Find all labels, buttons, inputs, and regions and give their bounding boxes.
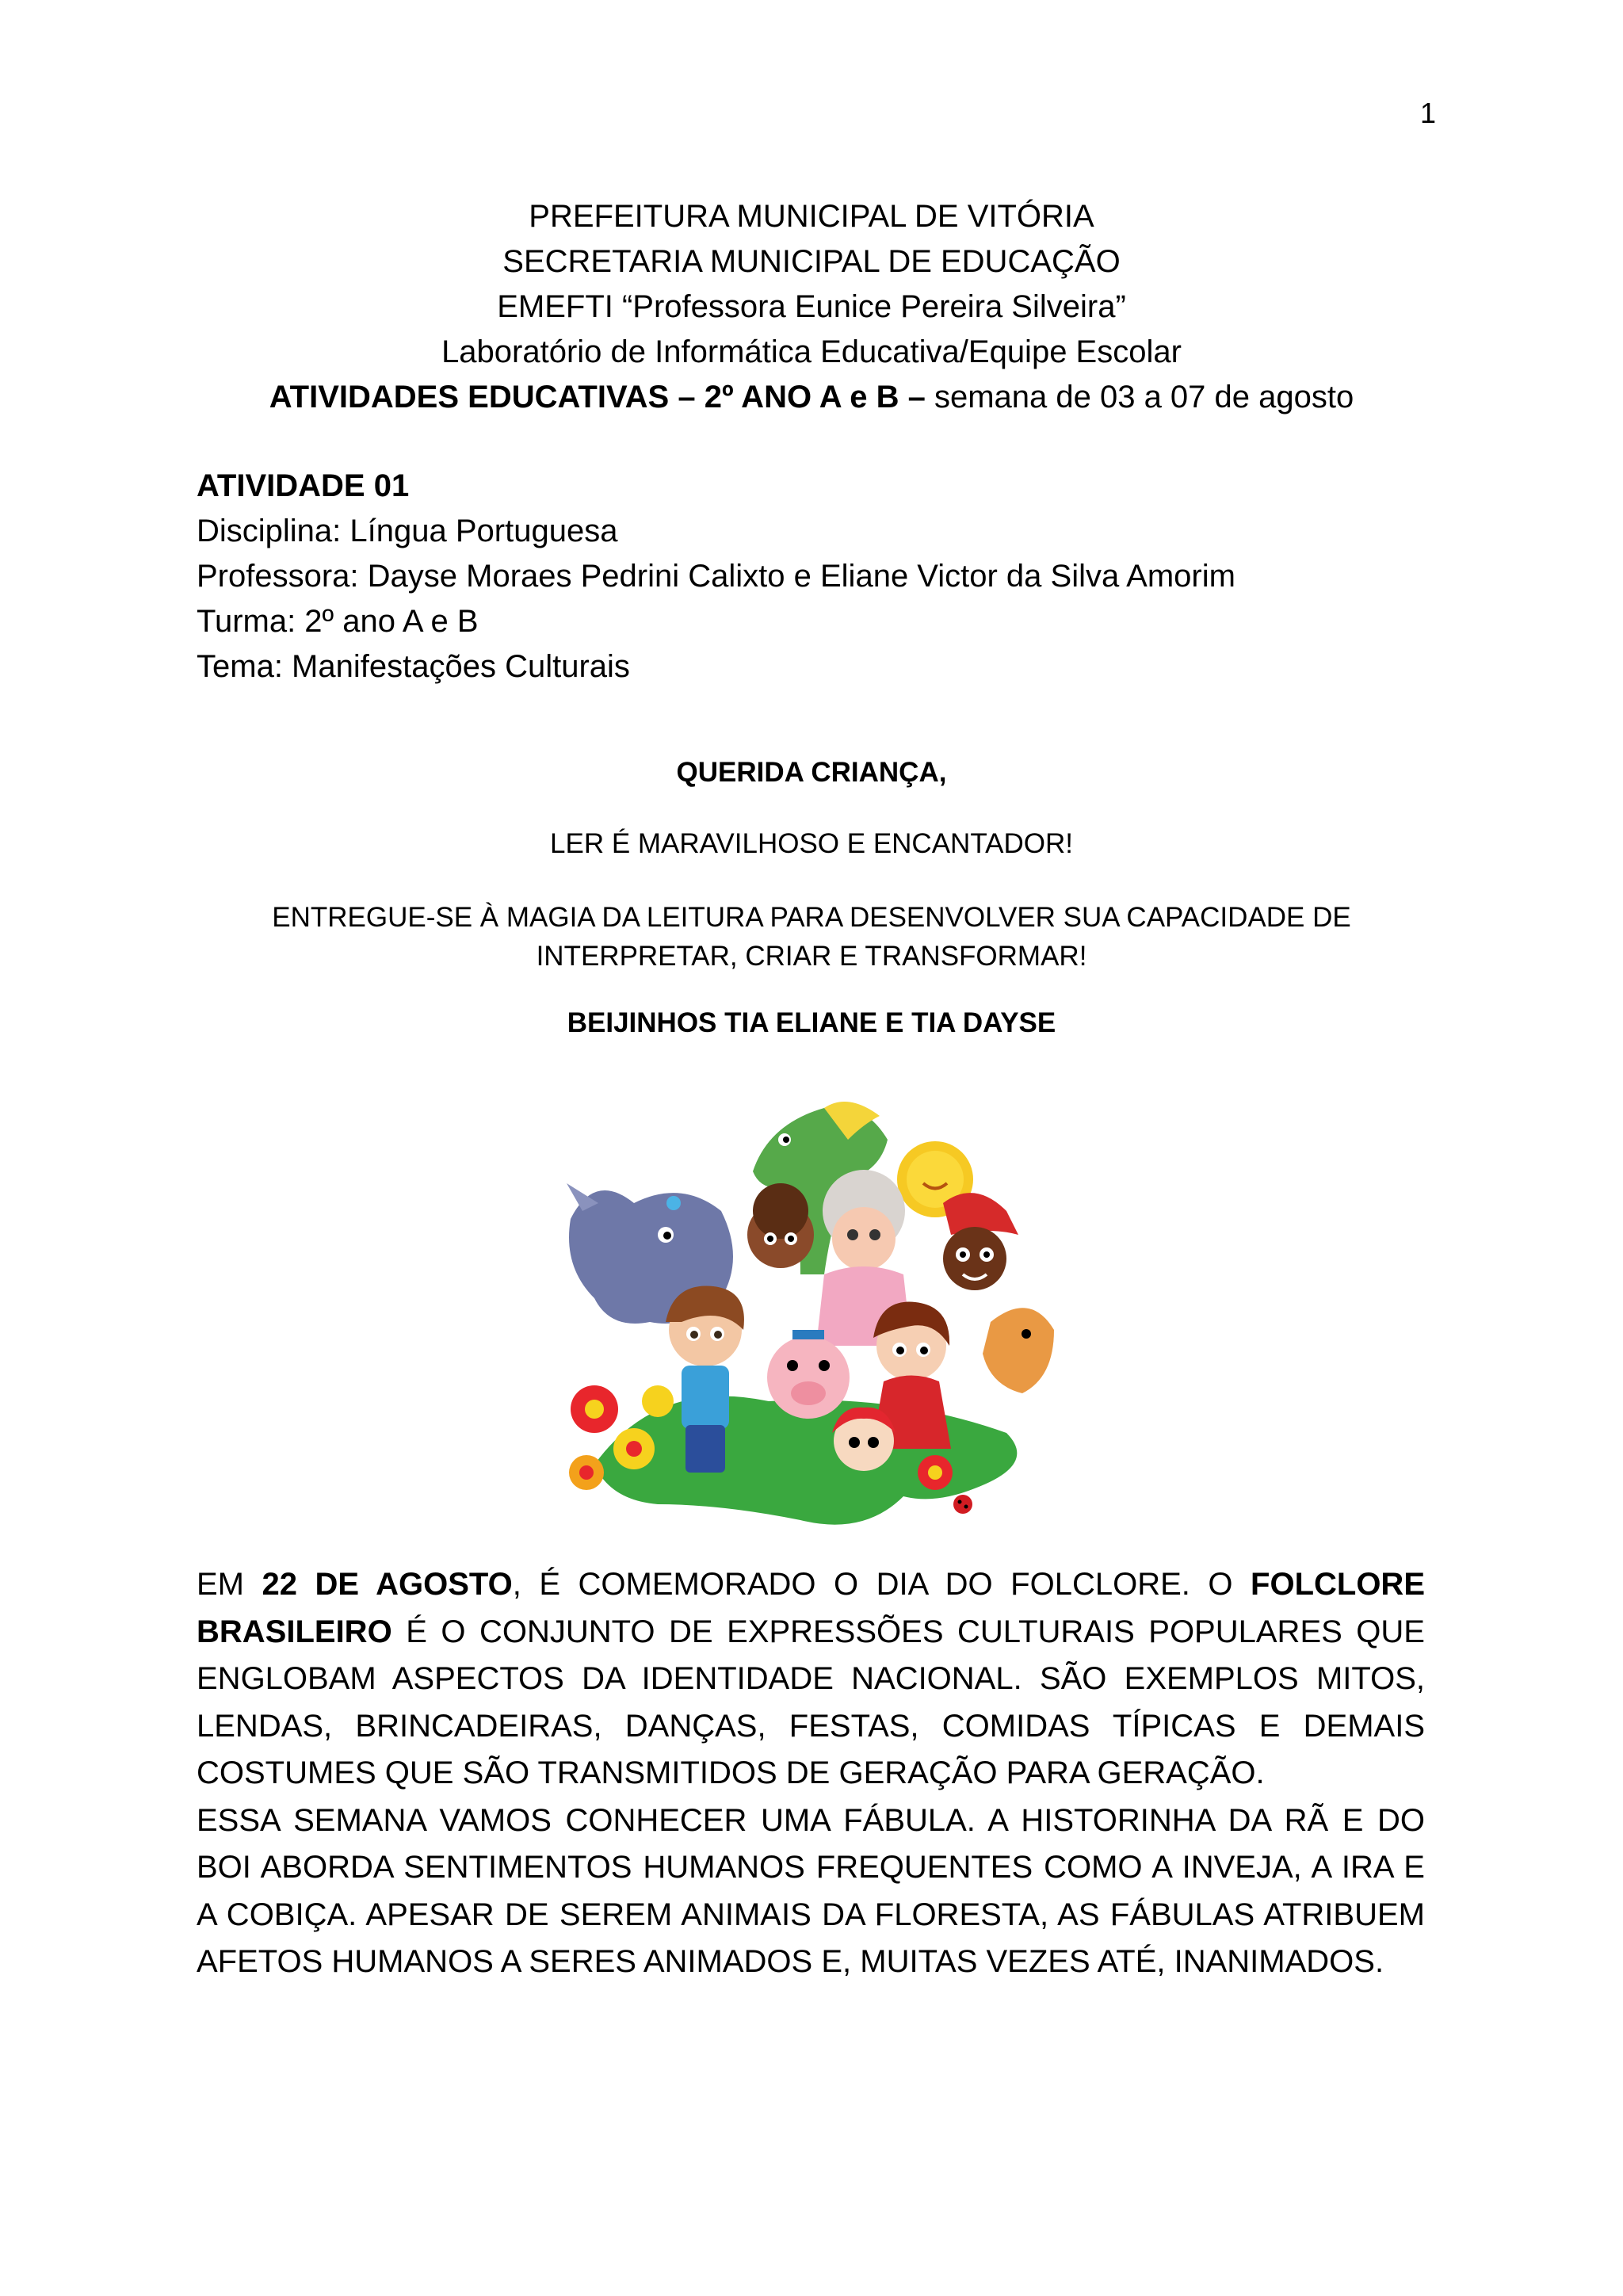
header-activities-line — [0, 375, 1623, 420]
ladybug-icon — [953, 1495, 972, 1514]
text-segment: EM — [197, 1567, 262, 1602]
horse-icon — [983, 1308, 1054, 1393]
activity-info — [197, 464, 1433, 690]
fable-paragraph: ESSA SEMANA VAMOS CONHECER UMA FÁBULA. A HISTORINHA DA RÃ E DO BOI ABORDA SENTIMENTOS HUMANOS FREQUENTES COMO A INVEJA, A IRA E A COBIÇA. APESAR DE SEREM ANIMAIS DA FLORESTA, AS FÁBULAS ATRIBUEM AFETOS HUMANOS A SERES ANIMADOS E, MUITAS VEZES ATÉ, INANIMADOS. — [197, 1802, 1425, 1979]
saci-icon — [943, 1193, 1018, 1290]
activity-discipline: Disciplina: Língua Portuguesa — [197, 514, 618, 548]
header-prefecture: PREFEITURA MUNICIPAL DE VITÓRIA — [529, 199, 1094, 234]
folklore-text — [197, 1561, 1425, 1986]
text-segment: , É COMEMORADO O DIA DO FOLCLORE. O — [512, 1567, 1251, 1602]
activity-title: ATIVIDADE 01 — [197, 468, 410, 503]
header-activities-bold: ATIVIDADES EDUCATIVAS – 2º ANO A e B – — [269, 380, 926, 415]
header-school: EMEFTI “Professora Eunice Pereira Silveira” — [497, 289, 1126, 324]
message-greeting: QUERIDA CRIANÇA, — [676, 757, 947, 788]
document-header — [0, 194, 1623, 420]
header-lab: Laboratório de Informática Educativa/Equipe Escolar — [441, 334, 1182, 369]
folklore-date: 22 DE AGOSTO — [262, 1567, 513, 1602]
folklore-term: FOLCLORE BRASILEIRO — [197, 1567, 1425, 1649]
message-to-child — [0, 757, 1623, 1039]
text-segment: É O CONJUNTO DE EXPRESSÕES CULTURAIS POPULARES QUE ENGLOBAM ASPECTOS DA IDENTIDADE NACIONAL. SÃO EXEMPLOS MITOS, LENDAS, BRINCADEIRAS, DANÇAS, FESTAS, COMIDAS TÍPICAS E DEMAIS COSTUMES QUE SÃO TRANSMITIDOS DE GERAÇÃO PARA GERAÇÃO. — [197, 1614, 1425, 1790]
child-icon — [747, 1183, 814, 1268]
page-number: 1 — [1419, 97, 1436, 129]
message-signoff: BEIJINHOS TIA ELIANE E TIA DAYSE — [567, 1007, 1056, 1038]
message-reading-line: LER É MARAVILHOSO E ENCANTADOR! — [550, 828, 1073, 859]
folklore-paragraph — [197, 1561, 1425, 1797]
activity-class: Turma: 2º ano A e B — [197, 604, 479, 639]
header-secretariat: SECRETARIA MUNICIPAL DE EDUCAÇÃO — [502, 244, 1121, 279]
activity-teacher: Professora: Dayse Moraes Pedrini Calixto e Eliane Victor da Silva Amorim — [197, 559, 1235, 594]
message-encouragement-a: ENTREGUE-SE À MAGIA DA LEITURA PARA DESENVOLVER SUA CAPACIDADE DE — [272, 902, 1351, 933]
message-encouragement — [0, 898, 1623, 976]
activity-theme: Tema: Manifestações Culturais — [197, 649, 630, 684]
folklore-characters-illustration — [563, 1092, 1054, 1536]
message-encouragement-b: INTERPRETAR, CRIAR E TRANSFORMAR! — [536, 941, 1087, 972]
header-week: semana de 03 a 07 de agosto — [925, 380, 1354, 415]
